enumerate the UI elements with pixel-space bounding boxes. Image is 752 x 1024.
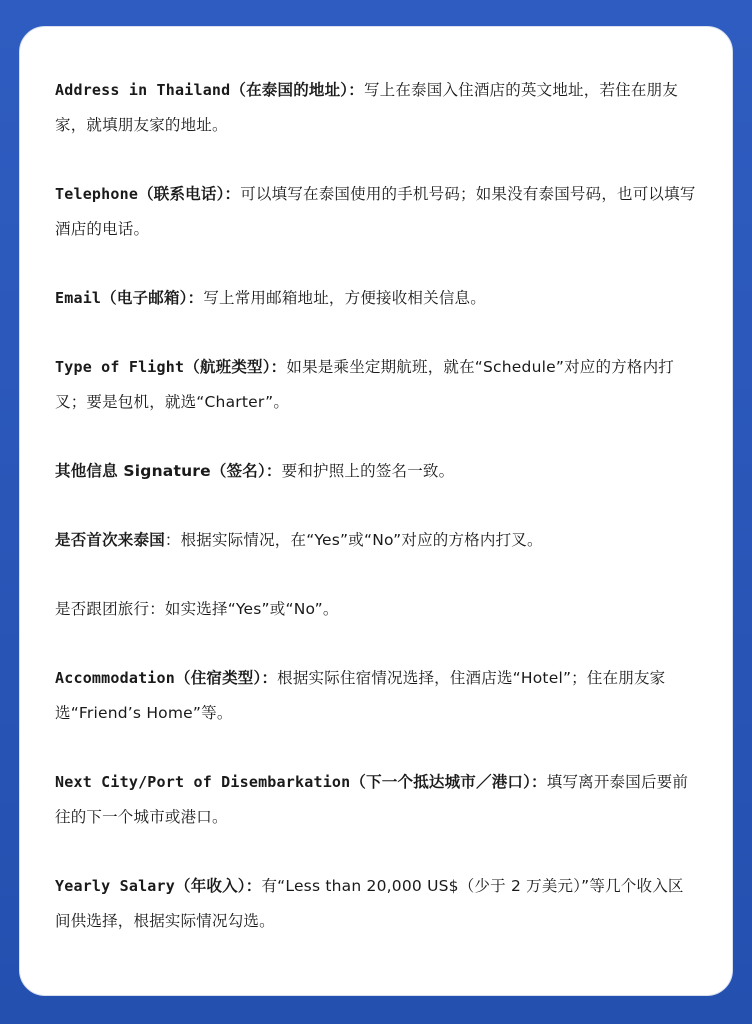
item-text: 填写离开泰国后要前往的下一个城市或港口。 bbox=[55, 773, 689, 826]
item-text: 写上常用邮箱地址，方便接收相关信息。 bbox=[203, 289, 486, 307]
list-item bbox=[55, 661, 698, 731]
item-text: 要和护照上的签名一致。 bbox=[281, 462, 455, 480]
list-item bbox=[55, 73, 698, 143]
item-text: 有“Less than 20,000 US$（少于 2 万美元）”等几个收入区间供选择，根据实际情况勾选。 bbox=[55, 877, 684, 930]
list-item bbox=[55, 177, 698, 247]
item-text: 根据实际住宿情况选择，住酒店选“Hotel”；住在朋友家选“Friend’s Home”等。 bbox=[55, 669, 666, 722]
item-term: Yearly Salary bbox=[55, 877, 175, 895]
item-term-cn: （在泰国的地址）： bbox=[230, 81, 364, 99]
list-item bbox=[55, 350, 698, 420]
list-item bbox=[55, 592, 698, 627]
item-text: 可以填写在泰国使用的手机号码；如果没有泰国号码，也可以填写酒店的电话。 bbox=[55, 185, 696, 238]
item-term: Email bbox=[55, 289, 102, 307]
item-term-cn: （航班类型）： bbox=[184, 358, 287, 376]
item-text: 是否跟团旅行：如实选择“Yes”或“No”。 bbox=[55, 600, 339, 618]
list-item bbox=[55, 454, 698, 489]
item-term: Type of Flight bbox=[55, 358, 185, 376]
item-term-cn: 是否首次来泰国 bbox=[55, 531, 165, 549]
item-text: 写上在泰国入住酒店的英文地址，若住在朋友家，就填朋友家的地址。 bbox=[55, 81, 678, 134]
item-text: ：根据实际情况，在“Yes”或“No”对应的方格内打叉。 bbox=[164, 531, 543, 549]
item-term: Accommodation bbox=[55, 669, 175, 687]
content-card bbox=[19, 26, 733, 996]
item-term-cn: （电子邮箱）： bbox=[101, 289, 204, 307]
list-item bbox=[55, 523, 698, 558]
item-text: 如果是乘坐定期航班，就在“Schedule”对应的方格内打叉；要是包机，就选“Charter”。 bbox=[55, 358, 674, 411]
item-term-cn: （住宿类型）： bbox=[175, 669, 278, 687]
item-term-cn: 其他信息 Signature（签名）： bbox=[55, 462, 282, 480]
item-term: Telephone bbox=[55, 185, 139, 203]
list-item bbox=[55, 869, 698, 939]
item-term: Address in Thailand bbox=[55, 81, 231, 99]
item-term: Next City/Port of Disembarkation bbox=[55, 773, 351, 791]
item-term-cn: （下一个抵达城市／港口）： bbox=[350, 773, 547, 791]
list-item bbox=[55, 281, 698, 316]
item-term-cn: （联系电话）： bbox=[138, 185, 241, 203]
item-term-cn: （年收入）： bbox=[175, 877, 262, 895]
list-item bbox=[55, 765, 698, 835]
